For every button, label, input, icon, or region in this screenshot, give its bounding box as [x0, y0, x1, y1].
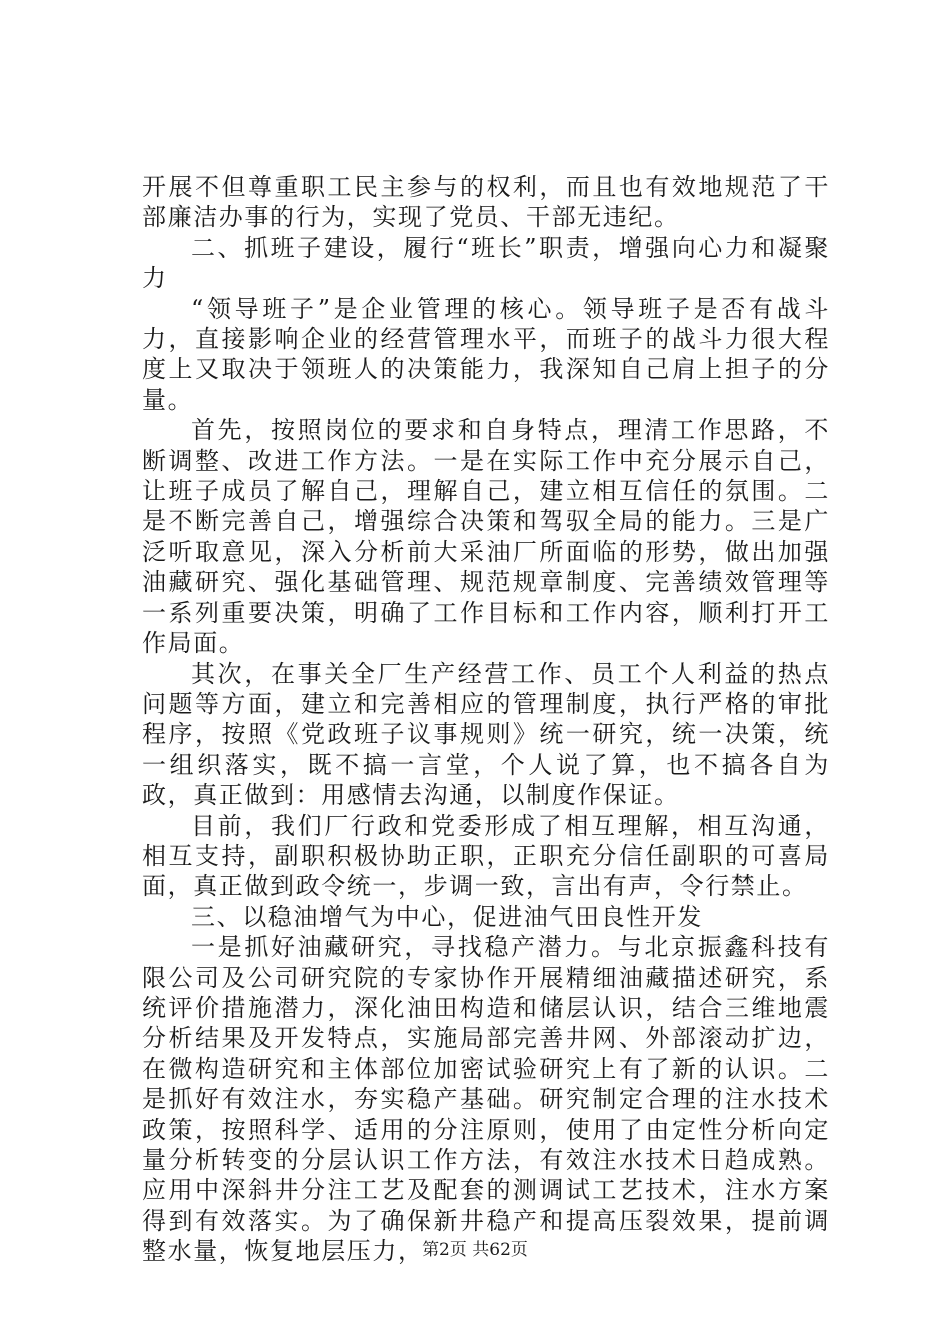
- document-body: [142, 172, 830, 1267]
- paragraph-current: 目前，我们厂行政和党委形成了相互理解，相互沟通，相互支持，副职积极协助正职，正职充分信任副职的可喜局面，真正做到政令统一，步调一致，言出有声，令行禁止。: [142, 811, 830, 901]
- paragraph-first: 首先，按照岗位的要求和自身特点，理清工作思路，不断调整、改进工作方法。一是在实际工作中充分展示自己，让班子成员了解自己，理解自己，建立相互信任的氛围。二是不断完善自己，增强综合决策和驾驭全局的能力。三是广泛听取意见，深入分析前大采油厂所面临的形势，做出加强油藏研究、强化基础管理、规范规章制度、完善绩效管理等一系列重要决策，明确了工作目标和工作内容，顺利打开工作局面。: [142, 416, 830, 658]
- section-heading-three: 三、以稳油增气为中心，促进油气田良性开发: [191, 902, 703, 931]
- section-heading-two: 二、抓班子建设，履行“班长”职责，增强向心力和凝聚力: [142, 233, 830, 293]
- paragraph-leadership-core: “领导班子”是企业管理的核心。领导班子是否有战斗力，直接影响企业的经营管理水平，而班子的战斗力很大程度上又取决于领班人的决策能力，我深知自己肩上担子的分量。: [142, 294, 830, 414]
- paragraph-second: 其次，在事关全厂生产经营工作、员工个人利益的热点问题等方面，建立和完善相应的管理制度，执行严格的审批程序，按照《党政班子议事规则》统一研究，统一决策，统一组织落实，既不搞一言堂，个人说了算，也不搞各自为政，真正做到：用感情去沟通，以制度作保证。: [142, 659, 830, 810]
- paragraph-continuation: 开展不但尊重职工民主参与的权利，而且也有效地规范了干部廉洁办事的行为，实现了党员、干部无违纪。: [142, 173, 830, 232]
- paragraph-reservoir-research: 一是抓好油藏研究，寻找稳产潜力。与北京振鑫科技有限公司及公司研究院的专家协作开展精细油藏描述研究，系统评价措施潜力，深化油田构造和储层认识，结合三维地震分析结果及开发特点，实施局部完善井网、外部滚动扩边，在微构造研究和主体部位加密试验研究上有了新的认识。二是抓好有效注水，夯实稳产基础。研究制定合理的注水技术政策，按照科学、适用的分注原则，使用了由定性分析向定量分析转变的分层认识工作方法，有效注水技术日趋成熟。应用中深斜井分注工艺及配套的测调试工艺技术，注水方案得到有效落实。为了确保新井稳产和提高压裂效果，提前调整水量，恢复地层压力，: [142, 933, 830, 1266]
- page-number-footer: 第2页 共62页: [422, 1240, 528, 1260]
